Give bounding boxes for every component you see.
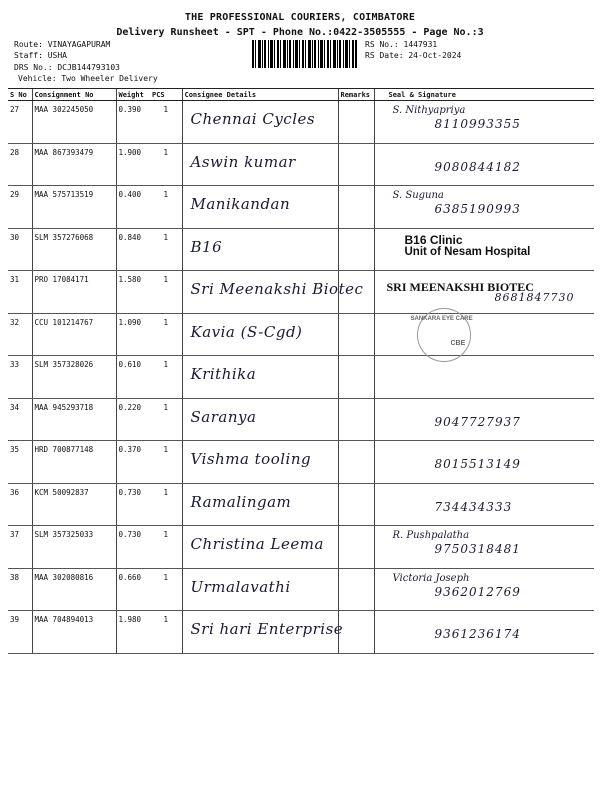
consignment-cell: MAA 704894013 (32, 611, 116, 654)
staff-label: Staff: USHA (14, 51, 67, 60)
rs-date: RS Date: 24-Oct-2024 (365, 51, 462, 60)
drs-number: DRS No.: DCJB144793103 (14, 63, 120, 72)
col-header-consignee: Consignee Details (182, 89, 338, 101)
sno-cell: 32 (8, 313, 32, 356)
seal-cell (374, 568, 594, 611)
seal-cell (374, 526, 594, 569)
table-row (8, 398, 594, 441)
signature-phone: 9361236174 (434, 627, 521, 641)
consignee-handwriting: Urmalavathi (190, 577, 291, 596)
consignee-cell (182, 228, 338, 271)
consignee-handwriting: B16 (190, 237, 223, 256)
signature-phone: 734434333 (434, 499, 513, 514)
pcs-cell: 1 (150, 526, 182, 569)
clinic-stamp-name: B16 Clinic (404, 232, 463, 247)
consignee-handwriting: Christina Leema (190, 535, 324, 553)
remarks-cell (338, 611, 374, 654)
seal-cell (374, 398, 594, 441)
pcs-cell: 1 (150, 313, 182, 356)
weight-cell: 0.730 (116, 483, 150, 526)
seal-cell (374, 313, 594, 356)
table-row (8, 186, 594, 229)
consignee-handwriting: Krithika (190, 365, 257, 383)
sno-cell: 38 (8, 568, 32, 611)
table-row (8, 356, 594, 399)
weight-cell: 1.900 (116, 143, 150, 186)
table-row (8, 143, 594, 186)
table-row (8, 101, 594, 144)
pcs-cell: 1 (150, 143, 182, 186)
pcs-cell: 1 (150, 441, 182, 484)
signature-phone: 9080844182 (434, 159, 521, 174)
seal-cell (374, 271, 594, 314)
remarks-cell (338, 101, 374, 144)
remarks-cell (338, 186, 374, 229)
round-seal-city: CBE (450, 339, 466, 347)
signature-name: S. Suguna (392, 190, 444, 201)
pcs-cell: 1 (150, 271, 182, 314)
consignee-handwriting: Vishma tooling (190, 450, 312, 468)
consignment-cell: PRO 17084171 (32, 271, 116, 314)
consignment-cell: SLM 357325033 (32, 526, 116, 569)
sno-cell: 34 (8, 398, 32, 441)
remarks-cell (338, 228, 374, 271)
weight-cell: 0.370 (116, 441, 150, 484)
consignee-cell (182, 271, 364, 314)
consignment-cell: SLM 357328026 (32, 356, 116, 399)
table-row (8, 271, 594, 314)
barcode-image (252, 40, 357, 68)
pcs-cell: 1 (150, 483, 182, 526)
consignment-cell: KCM 50092837 (32, 483, 116, 526)
consignee-handwriting: Chennai Cycles (190, 110, 316, 128)
signature-phone: 8015513149 (434, 457, 521, 471)
table-row (8, 526, 594, 569)
signature-phone: 8110993355 (434, 117, 521, 131)
consignee-cell (182, 611, 344, 654)
runsheet-table-wrapper (8, 88, 594, 654)
consignee-handwriting: Saranya (190, 407, 257, 426)
weight-cell: 1.090 (116, 313, 150, 356)
consignee-handwriting: Sri hari Enterprise (190, 620, 344, 638)
signature-name: R. Pushpalatha (392, 530, 470, 541)
consignee-handwriting: Ramalingam (190, 492, 292, 511)
document-subtitle: Delivery Runsheet - SPT - Phone No.:0422-3505555 - Page No.:3 (116, 27, 484, 38)
table-header-row (8, 89, 594, 101)
company-stamp: SRI MEENAKSHI BIOTEC (386, 280, 534, 294)
col-header-weight: Weight (116, 89, 150, 101)
seal-cell (374, 101, 594, 144)
signature-name: Victoria Joseph (392, 572, 470, 584)
pcs-cell: 1 (150, 611, 182, 654)
sno-cell: 36 (8, 483, 32, 526)
consignment-cell: CCU 101214767 (32, 313, 116, 356)
sno-cell: 30 (8, 228, 32, 271)
consignee-handwriting: Sri Meenakshi Biotec (190, 280, 364, 298)
consignee-cell (182, 483, 338, 526)
seal-cell (374, 611, 594, 654)
seal-cell (374, 483, 594, 526)
consignee-handwriting: Manikandan (190, 195, 291, 213)
col-header-consignment: Consignment No (32, 89, 116, 101)
remarks-cell (338, 568, 374, 611)
remarks-cell (338, 356, 374, 399)
consignee-cell (182, 568, 338, 611)
consignee-cell (182, 441, 338, 484)
signature-phone: 8681847730 (494, 291, 575, 304)
remarks-cell (338, 441, 374, 484)
signature-phone: 6385190993 (434, 202, 521, 216)
weight-cell: 0.610 (116, 356, 150, 399)
remarks-cell (338, 526, 374, 569)
remarks-cell (338, 313, 374, 356)
remarks-cell (338, 271, 374, 314)
weight-cell: 0.400 (116, 186, 150, 229)
seal-cell (374, 186, 594, 229)
weight-cell: 1.580 (116, 271, 150, 314)
sno-cell: 27 (8, 101, 32, 144)
pcs-cell: 1 (150, 186, 182, 229)
sno-cell: 33 (8, 356, 32, 399)
consignee-handwriting: Aswin kumar (190, 152, 296, 171)
seal-cell (374, 143, 594, 186)
col-header-sno: S No (8, 89, 32, 101)
consignment-cell: MAA 302080816 (32, 568, 116, 611)
sno-cell: 31 (8, 271, 32, 314)
col-header-seal: Seal & Signature (374, 89, 594, 101)
weight-cell: 0.730 (116, 526, 150, 569)
col-header-pcs: PCS (150, 89, 182, 101)
seal-cell (374, 228, 594, 271)
clinic-stamp-unit: Unit of Nesam Hospital (404, 245, 531, 258)
seal-cell (374, 356, 594, 399)
pcs-cell: 1 (150, 398, 182, 441)
consignment-cell: MAA 575713519 (32, 186, 116, 229)
consignee-cell (182, 101, 338, 144)
weight-cell: 1.980 (116, 611, 150, 654)
vehicle-label: Vehicle: Two Wheeler Delivery (18, 74, 158, 83)
weight-cell: 0.390 (116, 101, 150, 144)
seal-cell (374, 441, 594, 484)
consignment-cell: HRD 700877148 (32, 441, 116, 484)
pcs-cell: 1 (150, 228, 182, 271)
col-header-remarks: Remarks (338, 89, 374, 101)
sno-cell: 39 (8, 611, 32, 654)
document-title: THE PROFESSIONAL COURIERS, COIMBATORE (184, 12, 416, 23)
weight-cell: 0.220 (116, 398, 150, 441)
consignee-cell (182, 526, 338, 569)
consignee-cell (182, 186, 338, 229)
consignee-cell (182, 143, 338, 186)
remarks-cell (338, 143, 374, 186)
table-row (8, 441, 594, 484)
signature-phone: 9047727937 (434, 414, 521, 429)
round-seal-text: SANKARA EYE CARE (410, 315, 473, 322)
pcs-cell: 1 (150, 356, 182, 399)
consignee-cell (182, 356, 338, 399)
weight-cell: 0.840 (116, 228, 150, 271)
sno-cell: 29 (8, 186, 32, 229)
signature-phone: 9750318481 (434, 542, 521, 556)
table-row (8, 568, 594, 611)
table-row (8, 611, 594, 654)
pcs-cell: 1 (150, 101, 182, 144)
table-row (8, 228, 594, 271)
route-label: Route: VINAYAGAPURAM (14, 40, 111, 49)
table-row (8, 483, 594, 526)
consignment-cell: SLM 357276068 (32, 228, 116, 271)
weight-cell: 0.660 (116, 568, 150, 611)
consignment-cell: MAA 945293718 (32, 398, 116, 441)
table-row (8, 313, 594, 356)
rs-number: RS No.: 1447931 (365, 40, 438, 49)
consignment-cell: MAA 867393479 (32, 143, 116, 186)
consignment-cell: MAA 302245050 (32, 101, 116, 144)
signature-name: S. Nithyapriya (392, 105, 466, 116)
signature-phone: 9362012769 (434, 584, 521, 599)
consignee-handwriting: Kavia (S-Cgd) (190, 322, 303, 341)
sno-cell: 28 (8, 143, 32, 186)
runsheet-table (8, 88, 594, 654)
pcs-cell: 1 (150, 568, 182, 611)
sno-cell: 35 (8, 441, 32, 484)
remarks-cell (338, 483, 374, 526)
remarks-cell (338, 398, 374, 441)
consignee-cell (182, 398, 338, 441)
consignee-cell (182, 313, 338, 356)
sno-cell: 37 (8, 526, 32, 569)
